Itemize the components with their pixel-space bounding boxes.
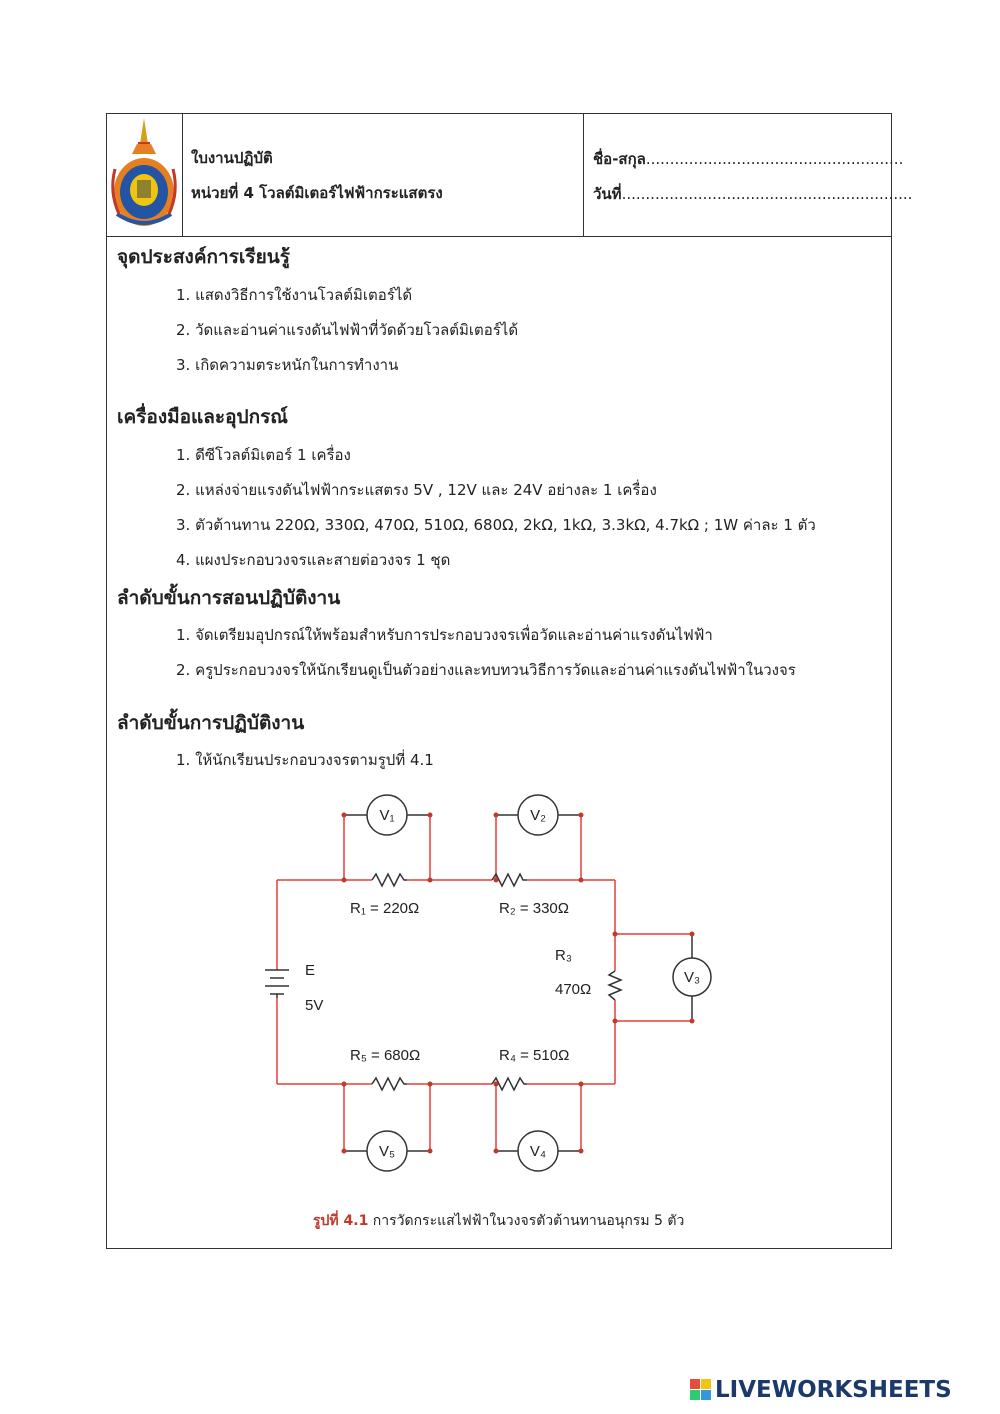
tool-item: 1. ดีซีโวลต์มิเตอร์ 1 เครื่อง	[176, 446, 351, 464]
r1-label: R₁ = 220Ω	[350, 900, 420, 917]
r2-label: R₂ = 330Ω	[499, 900, 569, 917]
v1-label: V₁	[379, 807, 395, 824]
source-name: E	[305, 962, 316, 979]
v4-label: V₄	[529, 1143, 547, 1160]
tool-item: 4. แผงประกอบวงจรและสายต่อวงจร 1 ชุด	[176, 551, 451, 569]
figure-caption	[313, 1210, 684, 1232]
worksheet-frame	[106, 113, 913, 1249]
v5-label: V₅	[378, 1143, 396, 1160]
liveworksheets-brand[interactable]	[690, 1378, 952, 1402]
source-value: 5V	[305, 997, 324, 1014]
teaching-heading: ลำดับขั้นการสอนปฏิบัติงาน	[117, 587, 341, 609]
v2-label: V₂	[530, 807, 546, 824]
v3-label: V₃	[683, 969, 701, 986]
practice-heading: ลำดับขั้นการปฏิบัติงาน	[117, 712, 305, 734]
figure-number: รูปที่ 4.1	[313, 1213, 369, 1229]
teaching-item: 1. จัดเตรียมอุปกรณ์ให้พร้อมสำหรับการประกอบวงจรเพื่อวัดและอ่านค่าแรงดันไฟฟ้า	[176, 626, 713, 644]
objective-item: 1. แสดงวิธีการใช้งานโวลต์มิเตอร์ได้	[176, 286, 413, 304]
r4-label: R₄ = 510Ω	[499, 1047, 570, 1064]
teaching-item: 2. ครูประกอบวงจรให้นักเรียนดูเป็นตัวอย่างและทบทวนวิธีการวัดและอ่านค่าแรงดันไฟฟ้าในวงจร	[176, 661, 796, 679]
name-label: ชื่อ-สกุล	[593, 150, 646, 168]
date-dots: .............................................................	[621, 185, 913, 203]
practice-item: 1. ให้นักเรียนประกอบวงจรตามรูปที่ 4.1	[176, 751, 434, 769]
r5-label: R₅ = 680Ω	[350, 1047, 421, 1064]
tools-heading: เครื่องมือและอุปกรณ์	[117, 406, 288, 428]
r3-name: R₃	[555, 947, 572, 964]
objective-item: 3. เกิดความตระหนักในการทำงาน	[176, 356, 399, 374]
circuit-diagram	[107, 114, 891, 1248]
liveworksheets-wordmark: LIVEWORKSHEETS	[715, 1377, 952, 1403]
worksheet-type: ใบงานปฏิบัติ	[191, 149, 273, 167]
figure-caption-text: การวัดกระแสไฟฟ้าในวงจรตัวต้านทานอนุกรม 5 ตัว	[368, 1213, 685, 1229]
tool-item: 2. แหล่งจ่ายแรงดันไฟฟ้ากระแสตรง 5V , 12V และ 24V อย่างละ 1 เครื่อง	[176, 481, 657, 499]
tool-item: 3. ตัวต้านทาน 220Ω, 330Ω, 470Ω, 510Ω, 680Ω, 2kΩ, 1kΩ, 3.3kΩ, 4.7kΩ ; 1W ค่าละ 1 ตัว	[176, 516, 816, 534]
name-dots: ......................................................	[645, 150, 904, 168]
date-label: วันที่	[593, 185, 622, 203]
unit-title: หน่วยที่ 4 โวลต์มิเตอร์ไฟฟ้ากระแสตรง	[191, 184, 443, 202]
liveworksheets-logo-icon	[690, 1379, 712, 1401]
objective-item: 2. วัดและอ่านค่าแรงดันไฟฟ้าที่วัดด้วยโวลต์มิเตอร์ได้	[176, 321, 519, 339]
r3-value: 470Ω	[555, 981, 592, 998]
objectives-heading: จุดประสงค์การเรียนรู้	[117, 246, 290, 268]
